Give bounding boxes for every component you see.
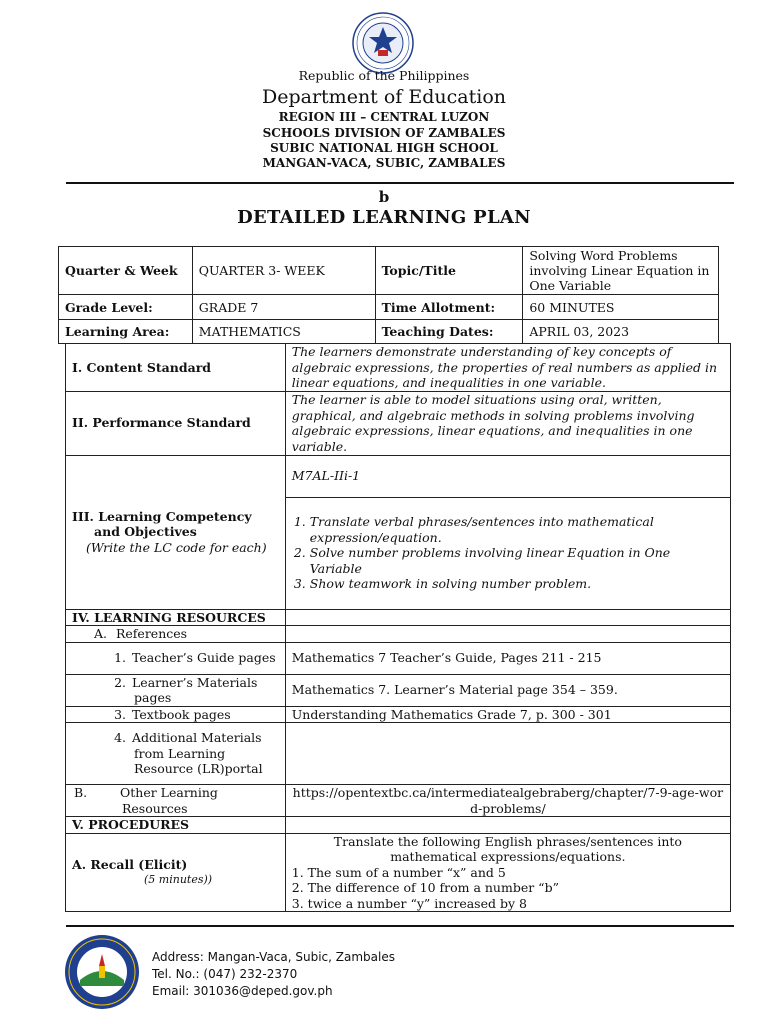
lc-code: M7AL-IIi-1: [285, 455, 730, 497]
area-value: MATHEMATICS: [192, 320, 375, 344]
header-divider: [66, 182, 734, 184]
competency-label: III. Learning Competency: [72, 508, 252, 524]
time-value: 60 MINUTES: [523, 295, 719, 320]
performance-standard-label: II. Performance Standard: [66, 391, 286, 455]
grade-value: GRADE 7: [192, 295, 375, 320]
footer-telephone: Tel. No.: (047) 232-2370: [152, 967, 298, 981]
other-resources-link[interactable]: https://opentextbc.ca/intermediatealgebraberg/chapter/7-9-age-word-problems/: [285, 785, 730, 817]
region-line: REGION III – CENTRAL LUZON: [278, 110, 490, 124]
competency-cell: [66, 455, 286, 609]
recall-intro: Translate the following English phrases/sentences into mathematical expressions/equations.: [333, 833, 682, 864]
learning-resources-label: IV. LEARNING RESOURCES: [66, 609, 286, 626]
deped-seal-logo: [352, 12, 414, 74]
content-standard-text: The learners demonstrate understanding of key concepts of algebraic expressions, the properties of real numbers as applied in linear equations, and inequalities in one variable.: [285, 344, 730, 392]
empty-cell: [285, 626, 730, 643]
other-letter: B.: [74, 785, 88, 800]
area-label: Learning Area:: [59, 320, 193, 344]
division-line: SCHOOLS DIVISION OF ZAMBALES: [262, 126, 506, 140]
grade-label: Grade Level:: [59, 295, 193, 320]
resource-value-2: Mathematics 7. Learner’s Material page 354 – 359.: [285, 674, 730, 706]
content-standard-label: I. Content Standard: [66, 344, 286, 392]
resource-value-4: [285, 723, 730, 785]
objectives-list: [292, 514, 724, 592]
references-letter: A.: [94, 626, 108, 641]
school-line: SUBIC NATIONAL HIGH SCHOOL: [270, 141, 498, 155]
recall-item: 3. twice a number “y” increased by 8: [291, 895, 527, 911]
other-text: Other Learning Resources: [120, 785, 218, 816]
resource-label: Teacher’s Guide pages: [132, 650, 276, 666]
resource-label: Additional Materials from Learning Resource (LR)portal: [132, 730, 263, 777]
recall-item: 2. The difference of 10 from a number “b”: [291, 880, 559, 895]
resource-num: 2.: [114, 674, 126, 690]
resource-label: Textbook pages: [132, 706, 231, 722]
plan-title: DETAILED LEARNING PLAN: [237, 207, 531, 228]
resource-num: 4.: [114, 730, 126, 746]
empty-cell: [285, 609, 730, 626]
lc-code-note: (Write the LC code for each): [86, 539, 267, 555]
recall-content: [285, 833, 730, 912]
references-label: [66, 626, 286, 643]
resource-label: Learner’s Materials pages: [132, 674, 258, 705]
resource-label-3: [66, 706, 286, 723]
recall-label: A. Recall (Elicit): [72, 856, 188, 872]
resource-num: 1.: [114, 650, 126, 666]
resource-label-4: [66, 723, 286, 785]
resource-value-3: Understanding Mathematics Grade 7, p. 300 - 301: [285, 706, 730, 723]
footer-divider: [66, 925, 734, 927]
topic-label: Topic/Title: [375, 247, 523, 295]
school-seal-logo: [64, 934, 140, 1010]
footer-address: Address: Mangan-Vaca, Subic, Zambales: [152, 950, 395, 964]
recall-item: 1. The sum of a number “x” and 5: [291, 864, 506, 880]
quarter-value: QUARTER 3- WEEK: [192, 247, 375, 295]
performance-standard-text: The learner is able to model situations using oral, written, graphical, and algebraic methods in solving problems involving algebraic expressions, linear equations, and inequalities in one variable.: [285, 391, 730, 455]
department-name: Department of Education: [262, 86, 506, 108]
resource-value-1: Mathematics 7 Teacher’s Guide, Pages 211 - 215: [285, 642, 730, 674]
topic-value: Solving Word Problems involving Linear Equation in One Variable: [523, 247, 719, 295]
objective-item: 3. Show teamwork in solving number problem.: [310, 576, 724, 592]
objectives-label: and Objectives: [94, 524, 197, 540]
resource-label-1: [66, 642, 286, 674]
republic-line: Republic of the Philippines: [298, 68, 470, 83]
dates-label: Teaching Dates:: [375, 320, 523, 344]
objectives-cell: [285, 497, 730, 609]
other-resources-label: [66, 785, 286, 817]
recall-time: (5 minutes)): [144, 873, 213, 887]
quarter-label: Quarter & Week: [59, 247, 193, 295]
info-table: [58, 246, 719, 344]
resource-num: 3.: [114, 706, 126, 722]
empty-cell: [285, 817, 730, 834]
resource-label-2: [66, 674, 286, 706]
plan-table: [65, 343, 731, 912]
stray-letter: b: [378, 188, 390, 206]
dates-value: APRIL 03, 2023: [523, 320, 719, 344]
references-text: References: [116, 626, 188, 641]
objective-item: 2. Solve number problems involving linear Equation in One Variable: [310, 545, 724, 576]
procedures-label: V. PROCEDURES: [66, 817, 286, 834]
recall-cell: [66, 833, 286, 912]
footer-email[interactable]: Email: 301036@deped.gov.ph: [152, 984, 333, 998]
objective-item: 1. Translate verbal phrases/sentences into mathematical expression/equation.: [310, 514, 724, 545]
address-line: MANGAN-VACA, SUBIC, ZAMBALES: [262, 156, 506, 170]
time-label: Time Allotment:: [375, 295, 523, 320]
